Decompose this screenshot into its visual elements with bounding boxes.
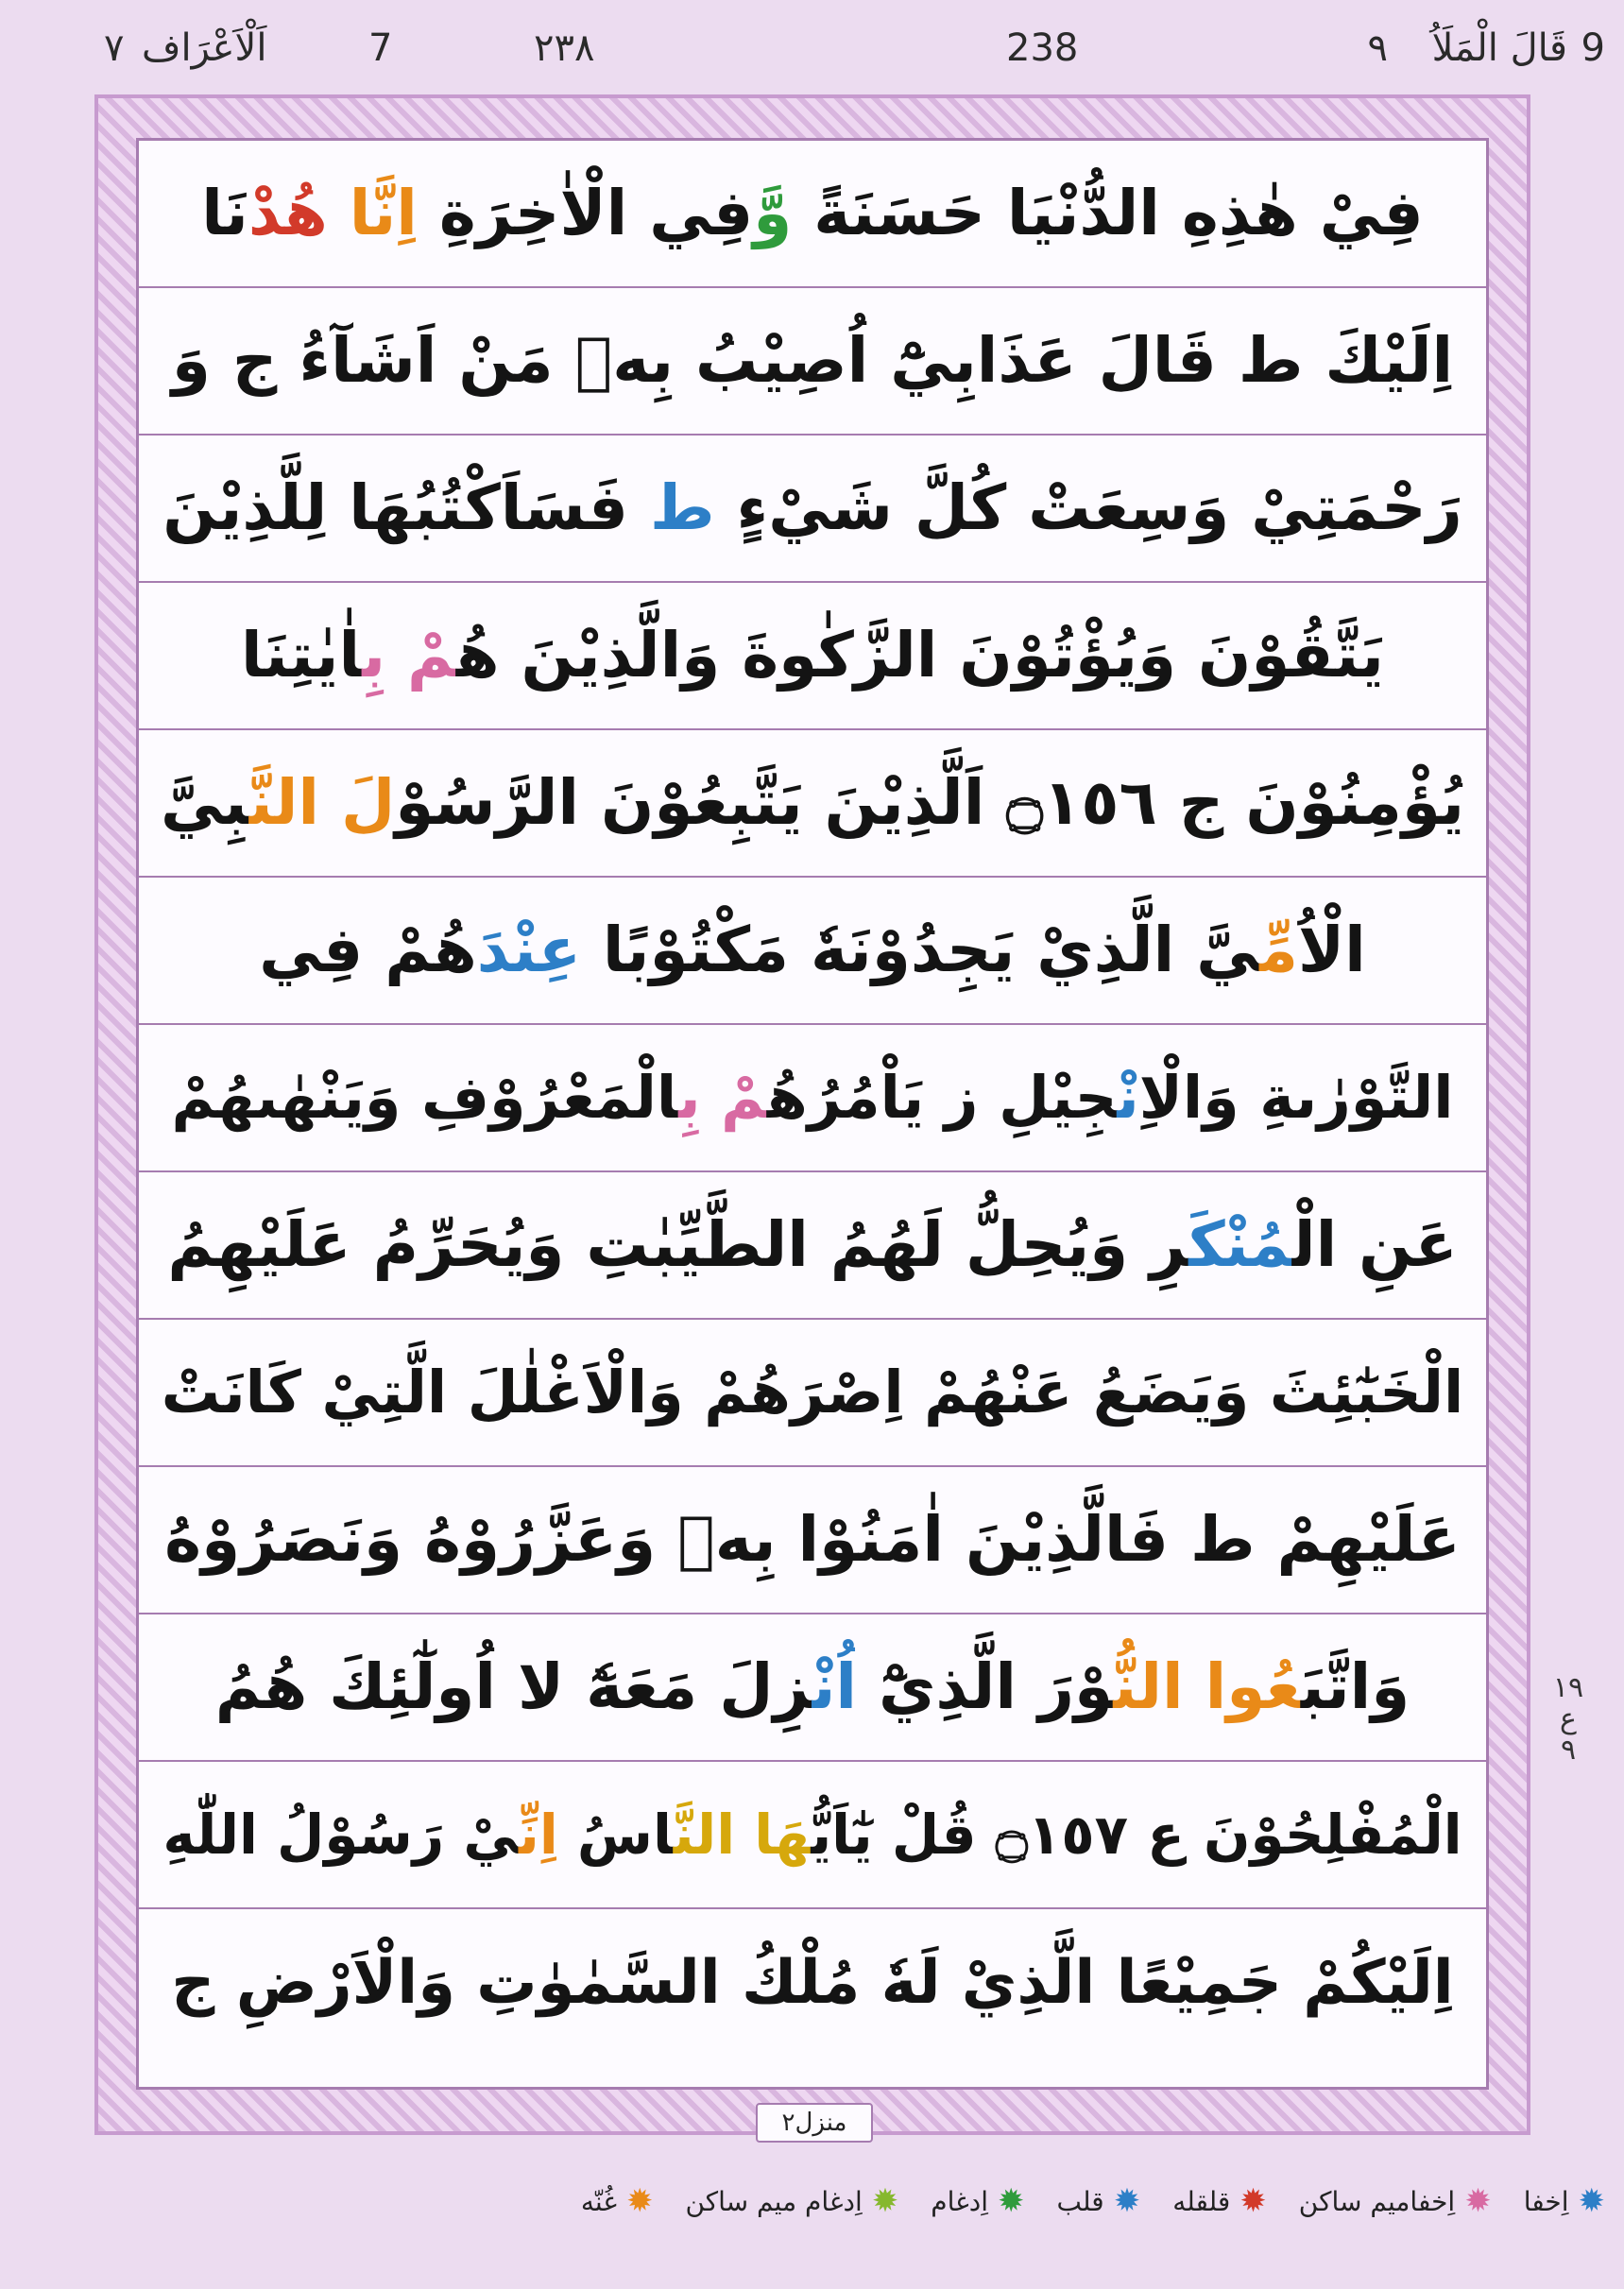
color-star-icon: ✹ bbox=[1578, 2182, 1605, 2220]
verse-line bbox=[139, 1320, 1486, 1467]
verse-line-text bbox=[162, 471, 1462, 544]
verse-line-text bbox=[241, 619, 1384, 692]
verse-line-text bbox=[164, 1503, 1461, 1576]
legend-label: قلقله bbox=[1172, 2185, 1231, 2217]
verse-segment: الْاُ bbox=[1297, 914, 1366, 986]
verse-line-text bbox=[171, 324, 1454, 397]
tajweed-highlight: وَّ bbox=[753, 177, 793, 249]
legend-item bbox=[1056, 2182, 1141, 2220]
color-star-icon: ✹ bbox=[1239, 2182, 1267, 2220]
legend-label: قلب bbox=[1056, 2185, 1104, 2217]
legend-item bbox=[1172, 2182, 1267, 2220]
tajweed-highlight: عِنْدَ bbox=[476, 914, 581, 986]
verse-line-text bbox=[171, 1063, 1454, 1132]
tajweed-highlight: مْ بِ bbox=[678, 1063, 767, 1132]
verse-segment: يَتَّقُوْنَ وَيُؤْتُوْنَ الزَّكٰوةَ وَالَّذِيْنَ هُ bbox=[455, 619, 1384, 692]
color-star-icon: ✹ bbox=[998, 2182, 1025, 2220]
page-header bbox=[0, 0, 1624, 94]
verse-segment: بِيَّ bbox=[160, 766, 249, 839]
verse-segment: هُمْ فِي bbox=[259, 914, 477, 986]
verse-segment: وَاتَّبَ bbox=[1300, 1650, 1410, 1723]
legend-item bbox=[685, 2182, 899, 2220]
tajweed-highlight: نْ bbox=[1117, 1063, 1139, 1132]
legend-item bbox=[580, 2182, 654, 2220]
juz-name: قَالَ الْمَلَاُ bbox=[1431, 26, 1567, 70]
verse-segment: اسُ bbox=[557, 1802, 674, 1867]
tajweed-legend bbox=[0, 2163, 1624, 2239]
verse-segment: الْمُفْلِحُوْنَ ع ۝١٥٧ قُلْ يٰٓاَيُّ bbox=[811, 1802, 1462, 1867]
verse-line-text bbox=[167, 1208, 1458, 1281]
verse-segment: اٰيٰتِنَا bbox=[241, 619, 363, 692]
verse-segment: يَّ الَّذِيْ يَجِدُوْنَهٗ مَكْتُوْبًا bbox=[580, 914, 1260, 986]
verse-line bbox=[139, 1762, 1486, 1909]
surah-number-arabic: ٧ bbox=[104, 26, 125, 70]
verse-line bbox=[139, 730, 1486, 878]
verse-segment: عَنِ الْ bbox=[1291, 1208, 1458, 1281]
page-number: 238 bbox=[1006, 26, 1079, 70]
legend-item bbox=[1523, 2182, 1605, 2220]
verse-line bbox=[139, 1614, 1486, 1762]
ruku-sign: ع bbox=[1560, 1702, 1577, 1735]
tajweed-highlight: مُنْكَ bbox=[1188, 1208, 1292, 1281]
verse-segment: الْمَعْرُوْفِ وَيَنْهٰىهُمْ bbox=[171, 1063, 679, 1132]
verse-segment: يُؤْمِنُوْنَ ج ۝١٥٦ اَلَّذِيْنَ يَتَّبِعُوْنَ الرَّسُوْ bbox=[395, 766, 1465, 839]
page-number-arabic: ٢٣٨ bbox=[534, 26, 595, 70]
ruku-count: ١٩ bbox=[1552, 1671, 1584, 1704]
legend-item bbox=[1298, 2182, 1492, 2220]
verse-line bbox=[139, 141, 1486, 288]
verse-segment: زِلَ مَعَهٗٓ لا اُولٰٓئِكَ هُمُ bbox=[214, 1650, 812, 1723]
verse-line-text bbox=[214, 1650, 1410, 1723]
verse-segment: وْرَ الَّذِيْٓ bbox=[856, 1650, 1114, 1723]
verse-line-text bbox=[259, 914, 1366, 986]
verse-segment: رِ وَيُحِلُّ لَهُمُ الطَّيِّبٰتِ وَيُحَرِّمُ عَلَيْهِمُ bbox=[167, 1208, 1189, 1281]
verse-line-text bbox=[161, 1358, 1464, 1426]
verse-line bbox=[139, 1172, 1486, 1320]
verse-segment: فَسَاَكْتُبُهَا لِلَّذِيْنَ bbox=[162, 471, 629, 544]
color-star-icon: ✹ bbox=[1464, 2182, 1492, 2220]
verse-line bbox=[139, 1025, 1486, 1172]
tajweed-highlight: مِّ bbox=[1259, 914, 1298, 986]
tajweed-highlight: لَ النَّ bbox=[248, 766, 396, 839]
color-star-icon: ✹ bbox=[1113, 2182, 1141, 2220]
juz-number: 9 bbox=[1581, 26, 1605, 70]
tajweed-highlight: عُوا النُّ bbox=[1113, 1650, 1301, 1723]
verse-line-text bbox=[160, 766, 1465, 839]
verse-line-text bbox=[201, 177, 1424, 249]
verse-segment: التَّوْرٰىةِ وَالْاِ bbox=[1138, 1063, 1454, 1132]
legend-label: اِخفامیم ساکن bbox=[1298, 2185, 1456, 2217]
tajweed-highlight: اُنْ bbox=[812, 1650, 857, 1723]
legend-label: اِخفا bbox=[1523, 2185, 1569, 2217]
verse-line bbox=[139, 436, 1486, 583]
verse-segment: فِي الْاٰخِرَةِ bbox=[417, 177, 754, 249]
surah-name: اَلْاَعْرَاف bbox=[142, 26, 267, 70]
tajweed-highlight: اِنَّا bbox=[349, 177, 418, 249]
verse-line-text bbox=[162, 1802, 1462, 1867]
verse-segment: رَحْمَتِيْ وَسِعَتْ كُلَّ شَيْءٍ bbox=[736, 471, 1462, 544]
verse-line bbox=[139, 878, 1486, 1025]
verse-segment: نَا bbox=[201, 177, 248, 249]
color-star-icon: ✹ bbox=[625, 2182, 654, 2220]
verse-segment: فِيْ هٰذِهِ الدُّنْيَا حَسَنَةً bbox=[792, 177, 1424, 249]
legend-label: غُنّه bbox=[580, 2185, 617, 2217]
verse-segment: الْخَبٰٓئِثَ وَيَضَعُ عَنْهُمْ اِصْرَهُمْ وَالْاَغْلٰلَ الَّتِيْ كَانَتْ bbox=[161, 1358, 1464, 1426]
surah-number: 7 bbox=[368, 26, 393, 70]
tajweed-highlight: هُدْ bbox=[248, 177, 350, 249]
verse-line-text bbox=[171, 1948, 1454, 2018]
verse-line bbox=[139, 288, 1486, 436]
tajweed-highlight: اِنِّ bbox=[519, 1802, 558, 1867]
legend-label: اِدغام میم ساکن bbox=[685, 2185, 863, 2217]
verse-line bbox=[139, 1909, 1486, 2057]
tajweed-highlight: مْ بِ bbox=[362, 619, 456, 692]
legend-item bbox=[931, 2182, 1025, 2220]
color-star-icon: ✹ bbox=[871, 2182, 899, 2220]
verse-segment: اِلَيْكَ ط قَالَ عَذَابِيْٓ اُصِيْبُ بِهٖ مَنْ اَشَآءُ ج وَ bbox=[171, 324, 1454, 397]
verse-segment: عَلَيْهِمْ ط فَالَّذِيْنَ اٰمَنُوْا بِهٖ وَعَزَّرُوْهُ وَنَصَرُوْهُ bbox=[164, 1503, 1461, 1576]
verse-segment: اِلَيْكُمْ جَمِيْعًا الَّذِيْ لَهٗ مُلْكُ السَّمٰوٰتِ وَالْاَرْضِ ج bbox=[171, 1948, 1454, 2018]
ruku-marker bbox=[1540, 1672, 1597, 1766]
juz-number-arabic: ٩ bbox=[1367, 26, 1388, 70]
text-panel bbox=[136, 138, 1489, 2090]
verse-line bbox=[139, 583, 1486, 730]
decorative-border bbox=[94, 94, 1530, 2135]
legend-label: اِدغام bbox=[931, 2185, 989, 2217]
verse-line bbox=[139, 1467, 1486, 1614]
tajweed-highlight: هَا النَّ bbox=[673, 1802, 812, 1867]
verse-segment: جِيْلِ ز يَاْمُرُهُ bbox=[766, 1063, 1118, 1132]
tajweed-highlight: ط bbox=[628, 471, 737, 544]
manzil-label: منزل٢ bbox=[756, 2103, 873, 2143]
verse-segment: يْ رَسُوْلُ اللّٰهِ bbox=[162, 1802, 520, 1867]
ruku-number: ٩ bbox=[1560, 1734, 1577, 1767]
